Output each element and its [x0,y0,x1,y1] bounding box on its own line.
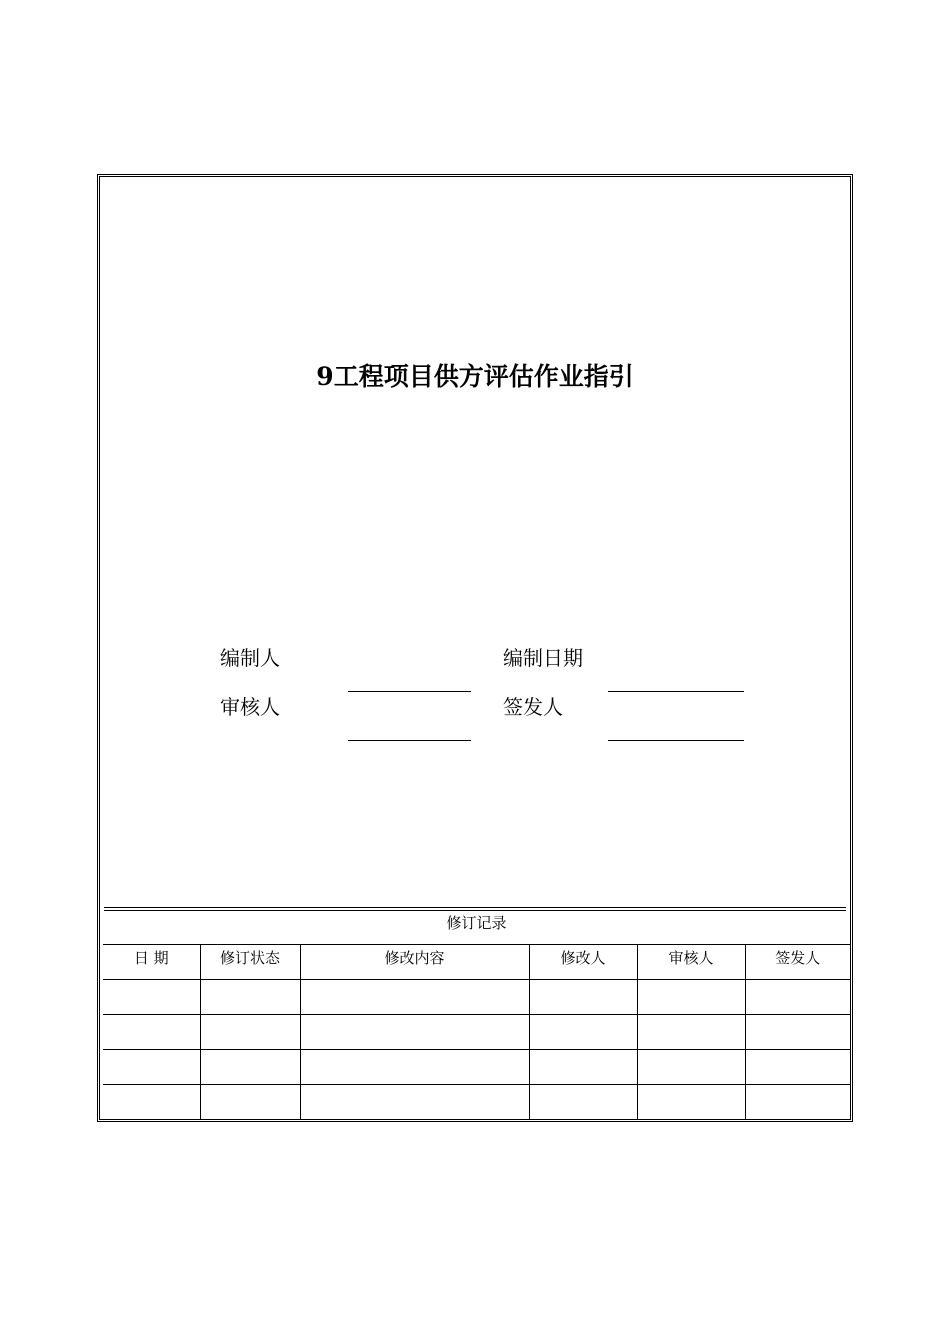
table-row [103,1014,850,1049]
issuer-label: 签发人 [503,695,563,719]
table-cell[interactable] [300,1049,529,1084]
column-header-revision-status: 修订状态 [200,944,300,979]
table-cell[interactable] [103,1014,200,1049]
compile-date-signature-line[interactable] [608,691,744,692]
reviewer-label: 审核人 [220,695,280,719]
table-cell[interactable] [745,979,850,1014]
column-header-change-content: 修改内容 [300,944,529,979]
table-cell[interactable] [200,1049,300,1084]
column-header-issuer: 签发人 [745,944,850,979]
table-row [103,979,850,1014]
table-cell[interactable] [200,1014,300,1049]
table-cell[interactable] [529,1049,637,1084]
table-cell[interactable] [745,1014,850,1049]
column-header-reviewer: 审核人 [637,944,745,979]
table-cell[interactable] [637,1049,745,1084]
table-cell[interactable] [200,979,300,1014]
table-cell[interactable] [745,1084,850,1119]
table-cell[interactable] [529,979,637,1014]
table-cell[interactable] [529,1014,637,1049]
table-cell[interactable] [300,1014,529,1049]
table-cell[interactable] [103,1049,200,1084]
issuer-signature-line[interactable] [608,740,744,741]
column-header-date: 日 期 [103,944,200,979]
table-row [103,1084,850,1119]
table-cell[interactable] [637,979,745,1014]
compile-date-label: 编制日期 [503,646,583,670]
document-frame [97,174,853,1122]
document-title: 9工程项目供方评估作业指引 [316,362,634,391]
table-cell[interactable] [300,1084,529,1119]
compiler-label: 编制人 [220,646,280,670]
table-cell[interactable] [637,1084,745,1119]
table-cell[interactable] [745,1049,850,1084]
compiler-signature-line[interactable] [348,691,471,692]
table-cell[interactable] [200,1084,300,1119]
table-cell[interactable] [103,979,200,1014]
table-row [103,1049,850,1084]
table-cell[interactable] [529,1084,637,1119]
revision-table [103,910,850,1119]
revision-table-title: 修订记录 [103,910,850,944]
table-cell[interactable] [300,979,529,1014]
table-cell[interactable] [637,1014,745,1049]
table-cell[interactable] [103,1084,200,1119]
column-header-modifier: 修改人 [529,944,637,979]
revision-header-row [103,944,850,979]
reviewer-signature-line[interactable] [348,740,471,741]
